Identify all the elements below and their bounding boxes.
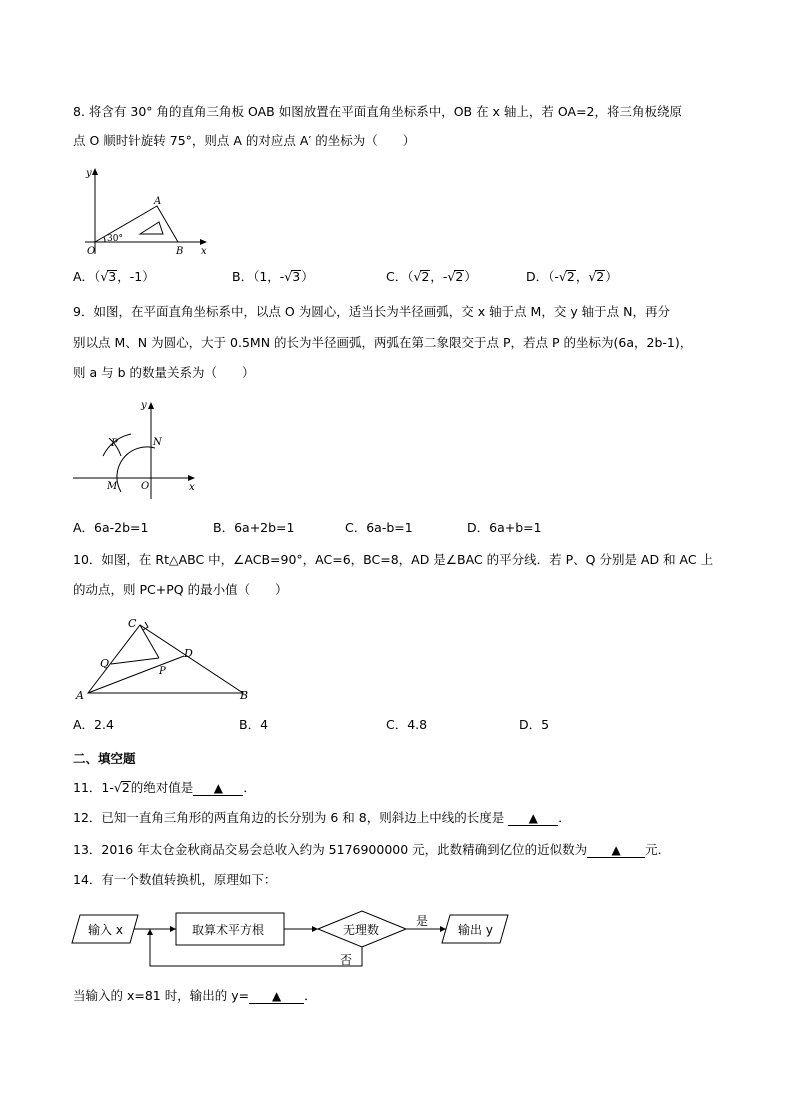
q9-option-a[interactable]: A．6a-2b=1 — [73, 520, 149, 535]
q9-label-M: M — [107, 481, 118, 492]
q10-option-b[interactable]: B．4 — [239, 717, 269, 732]
q9-line-2: 别以点 M、N 为圆心，大于 0.5MN 的长为半径画弧，两弧在第二象限交于点 P，若点 P 的坐标为(6a，2b-1)， — [73, 335, 693, 350]
q13-answer-blank[interactable]: ▲ — [587, 843, 645, 858]
flow-output-label: 输出 y — [458, 923, 493, 937]
q10-label-B: B — [240, 689, 249, 701]
q8-triangle-inner — [140, 222, 163, 234]
q9-option-b[interactable]: B．6a+2b=1 — [213, 520, 295, 535]
q8-y-arrow — [92, 168, 98, 175]
q10-triangle-abc — [88, 625, 243, 693]
q11-answer-blank[interactable]: ▲ — [193, 781, 243, 796]
flow-no-label: 否 — [340, 953, 353, 967]
q8-label-B: B — [176, 246, 184, 257]
q9-label-N: N — [153, 437, 162, 448]
q14-flowchart — [70, 905, 530, 971]
flow-step-label: 取算术平方根 — [192, 923, 265, 937]
q9-figure — [73, 396, 203, 501]
q8-angle-arc — [104, 237, 105, 242]
q10-label-P: P — [159, 666, 166, 677]
q9-label-y: y — [141, 400, 147, 411]
q11: 11．1-√2的绝对值是 ▲ ． — [73, 780, 256, 795]
q8-label-x: x — [201, 246, 207, 257]
q9-main-arc — [117, 447, 155, 492]
q10-line-1: 10．如图，在 Rt△ABC 中，∠ACB=90°，AC=6，BC=8，AD 是∠BAC 的平分线．若 P、Q 分别是 AD 和 AC 上 — [73, 552, 714, 567]
q8-line-2: 点 O 顺时针旋转 75°，则点 A 的对应点 A′ 的坐标为（ ） — [73, 133, 416, 148]
q10-right-angle-mark — [143, 622, 148, 630]
flow-decision-label: 无理数 — [343, 923, 380, 937]
q10-option-d[interactable]: D．5 — [519, 717, 550, 732]
q10-option-a[interactable]: A．2.4 — [73, 717, 114, 732]
flow-yes-label: 是 — [416, 914, 429, 928]
q13: 13．2016 年太仓金秋商品交易会总收入约为 5176900000 元，此数精确到亿位的近似数为 ▲ 元． — [73, 842, 671, 857]
q9-option-d[interactable]: D．6a+b=1 — [467, 520, 542, 535]
q9-label-P: P — [111, 438, 118, 449]
q9-line-3: 则 a 与 b 的数量关系为（ ） — [73, 365, 255, 380]
q14-line-2: 当输入的 x=81 时，输出的 y= ▲ ． — [73, 988, 317, 1003]
q14-line-1: 14．有一个数值转换机，原理如下： — [73, 872, 277, 887]
q8-option-c[interactable]: C．（√2，-√2） — [386, 269, 477, 284]
q10-line-2: 的动点，则 PC+PQ 的最小值（ ） — [73, 582, 288, 597]
q10-label-A: A — [76, 689, 84, 701]
q10-label-C: C — [128, 617, 137, 630]
q9-x-arrow — [188, 475, 195, 481]
q12-answer-blank[interactable]: ▲ — [508, 811, 558, 826]
q10-figure — [73, 613, 258, 701]
q9-option-c[interactable]: C．6a-b=1 — [345, 520, 413, 535]
q8-label-O: O — [87, 246, 96, 257]
q8-label-A: A — [154, 196, 162, 207]
q8-option-a[interactable]: A．（√3，-1） — [73, 269, 155, 284]
q10-segment-cp — [140, 625, 159, 658]
q10-segment-qp — [111, 658, 159, 664]
q10-label-D: D — [184, 647, 193, 660]
q8-label-angle: 30° — [107, 234, 123, 244]
q10-label-Q: Q — [100, 657, 110, 670]
q9-label-O: O — [141, 481, 150, 492]
q8-label-y: y — [86, 168, 92, 179]
q9-line-1: 9．如图，在平面直角坐标系中，以点 O 为圆心，适当长为半径画弧，交 x 轴于点 M，交 y 轴于点 N，再分 — [73, 304, 671, 319]
q12: 12．已知一直角三角形的两直角边的长分别为 6 和 8，则斜边上中线的长度是 ▲ ． — [73, 810, 571, 825]
q14-answer-blank[interactable]: ▲ — [249, 989, 304, 1004]
q8-x-arrow — [200, 239, 207, 245]
q10-option-c[interactable]: C．4.8 — [386, 717, 428, 732]
q8-line-1: 8. 将含有 30° 角的直角三角板 OAB 如图放置在平面直角坐标系中，OB 在 x 轴上，若 OA=2，将三角板绕原 — [73, 104, 682, 119]
q8-option-d[interactable]: D．（-√2，√2） — [526, 269, 618, 284]
section-title: 二、填空题 — [73, 751, 136, 766]
q8-option-b[interactable]: B．（1，-√3） — [232, 269, 314, 284]
q8-figure — [73, 164, 213, 259]
q9-y-arrow — [148, 402, 154, 409]
flow-input-label: 输入 x — [88, 923, 123, 937]
q9-label-x: x — [189, 482, 195, 493]
